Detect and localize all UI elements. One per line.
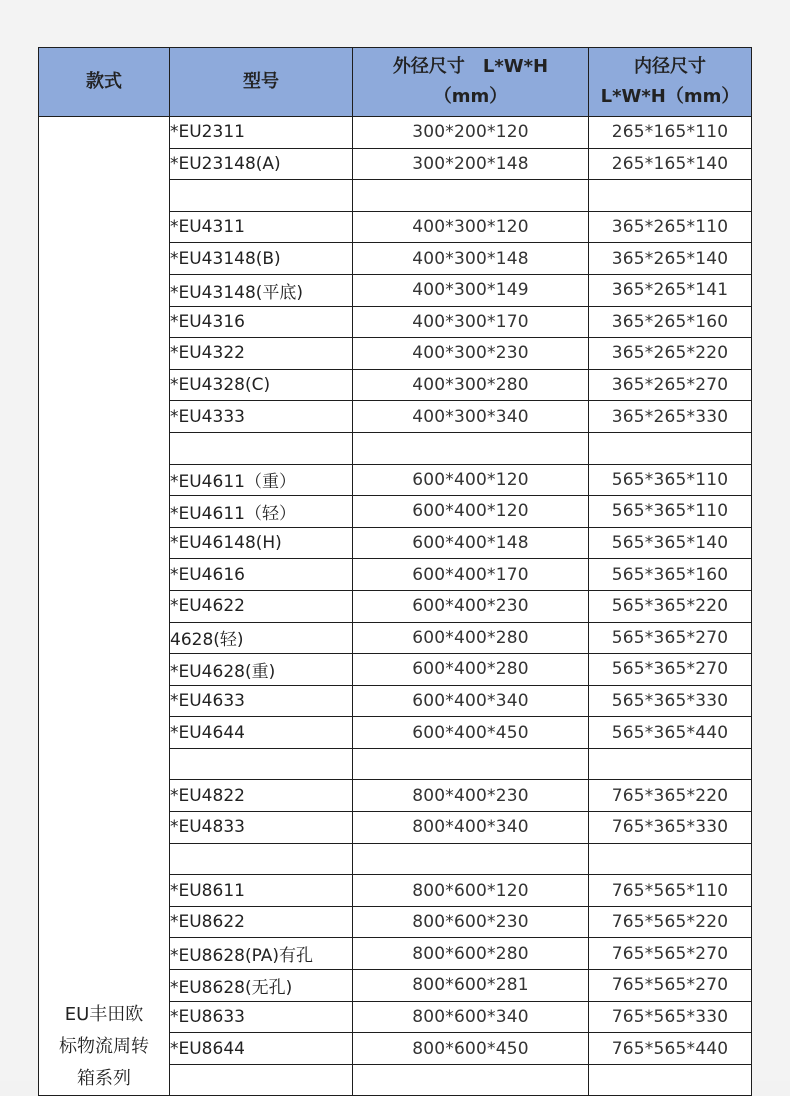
outer-size-cell: 800*600*230 [353, 906, 589, 938]
table-header-row [39, 48, 752, 117]
model-cell: 4628(轻) [170, 622, 353, 654]
outer-size-cell: 600*400*280 [353, 654, 589, 686]
inner-size-cell: 565*365*160 [589, 559, 752, 591]
header-outer-size-line2: （mm） [433, 86, 508, 107]
outer-size-cell: 800*600*120 [353, 875, 589, 907]
inner-size-cell: 765*565*110 [589, 875, 752, 907]
outer-size-cell: 400*300*340 [353, 401, 589, 433]
model-cell: *EU4611（轻） [170, 496, 353, 528]
outer-size-cell: 400*300*120 [353, 211, 589, 243]
inner-size-cell: 565*365*220 [589, 590, 752, 622]
inner-size-cell [589, 748, 752, 780]
inner-size-cell: 765*565*270 [589, 970, 752, 1002]
inner-size-cell: 565*365*140 [589, 527, 752, 559]
model-cell: *EU4328(C) [170, 369, 353, 401]
model-cell: *EU4833 [170, 812, 353, 844]
model-cell: *EU4311 [170, 211, 353, 243]
model-cell: *EU8611 [170, 875, 353, 907]
model-cell: *EU8622 [170, 906, 353, 938]
model-cell [170, 843, 353, 875]
outer-size-cell: 800*600*450 [353, 1033, 589, 1065]
inner-size-cell [589, 843, 752, 875]
inner-size-cell: 765*565*330 [589, 1001, 752, 1033]
model-cell [170, 748, 353, 780]
model-cell: *EU4822 [170, 780, 353, 812]
header-outer-size [353, 48, 589, 117]
inner-size-cell [589, 180, 752, 212]
inner-size-cell: 265*165*110 [589, 117, 752, 149]
inner-size-cell: 765*565*440 [589, 1033, 752, 1065]
inner-size-cell: 265*165*140 [589, 148, 752, 180]
outer-size-cell: 600*400*450 [353, 717, 589, 749]
model-cell [170, 1064, 353, 1096]
outer-size-cell [353, 843, 589, 875]
model-cell: *EU4611（重） [170, 464, 353, 496]
inner-size-cell: 765*365*220 [589, 780, 752, 812]
model-cell: *EU4628(重) [170, 654, 353, 686]
outer-size-cell: 800*600*340 [353, 1001, 589, 1033]
inner-size-cell: 365*265*140 [589, 243, 752, 275]
model-cell: *EU23148(A) [170, 148, 353, 180]
outer-size-cell: 800*600*281 [353, 970, 589, 1002]
outer-size-cell: 400*300*170 [353, 306, 589, 338]
outer-size-cell: 600*400*230 [353, 590, 589, 622]
series-name-cell [39, 117, 170, 1096]
header-inner-size-line1: 内径尺寸 [634, 56, 706, 77]
inner-size-cell [589, 432, 752, 464]
model-cell: *EU43148(B) [170, 243, 353, 275]
outer-size-cell: 600*400*148 [353, 527, 589, 559]
header-model: 型号 [170, 48, 353, 117]
series-name-line1: EU丰田欧 [64, 1004, 144, 1026]
outer-size-cell: 400*300*280 [353, 369, 589, 401]
outer-size-cell: 800*600*280 [353, 938, 589, 970]
table-body [39, 117, 752, 1096]
model-cell: *EU46148(H) [170, 527, 353, 559]
model-cell: *EU8628(无孔) [170, 970, 353, 1002]
outer-size-cell: 400*300*230 [353, 338, 589, 370]
inner-size-cell: 365*265*110 [589, 211, 752, 243]
table-row [39, 117, 752, 149]
outer-size-cell [353, 180, 589, 212]
series-name-line3: 箱系列 [77, 1068, 131, 1090]
model-cell: *EU4616 [170, 559, 353, 591]
outer-size-cell: 600*400*170 [353, 559, 589, 591]
model-cell: *EU8644 [170, 1033, 353, 1065]
model-cell [170, 180, 353, 212]
header-style: 款式 [39, 48, 170, 117]
model-cell: *EU8628(PA)有孔 [170, 938, 353, 970]
inner-size-cell: 765*565*220 [589, 906, 752, 938]
outer-size-cell [353, 1064, 589, 1096]
series-name-line2: 标物流周转 [59, 1036, 149, 1058]
outer-size-cell: 400*300*149 [353, 274, 589, 306]
inner-size-cell: 565*365*440 [589, 717, 752, 749]
model-cell: *EU4644 [170, 717, 353, 749]
inner-size-cell: 365*265*220 [589, 338, 752, 370]
outer-size-cell [353, 432, 589, 464]
inner-size-cell: 565*365*270 [589, 654, 752, 686]
header-inner-size-line2: L*W*H（mm） [600, 86, 740, 107]
inner-size-cell: 765*565*270 [589, 938, 752, 970]
model-cell: *EU4622 [170, 590, 353, 622]
outer-size-cell: 300*200*148 [353, 148, 589, 180]
inner-size-cell: 765*365*330 [589, 812, 752, 844]
inner-size-cell: 365*265*270 [589, 369, 752, 401]
inner-size-cell: 365*265*330 [589, 401, 752, 433]
model-cell: *EU4322 [170, 338, 353, 370]
inner-size-cell: 565*365*270 [589, 622, 752, 654]
inner-size-cell: 365*265*141 [589, 274, 752, 306]
inner-size-cell: 565*365*330 [589, 685, 752, 717]
outer-size-cell: 800*400*340 [353, 812, 589, 844]
outer-size-cell: 600*400*120 [353, 496, 589, 528]
outer-size-cell: 600*400*280 [353, 622, 589, 654]
inner-size-cell [589, 1064, 752, 1096]
header-inner-size [589, 48, 752, 117]
model-cell: *EU8633 [170, 1001, 353, 1033]
inner-size-cell: 565*365*110 [589, 496, 752, 528]
inner-size-cell: 565*365*110 [589, 464, 752, 496]
product-spec-table [38, 47, 752, 1096]
header-outer-size-line1: 外径尺寸 L*W*H [392, 56, 549, 77]
model-cell: *EU4316 [170, 306, 353, 338]
outer-size-cell: 400*300*148 [353, 243, 589, 275]
outer-size-cell: 800*400*230 [353, 780, 589, 812]
outer-size-cell [353, 748, 589, 780]
model-cell [170, 432, 353, 464]
inner-size-cell: 365*265*160 [589, 306, 752, 338]
model-cell: *EU4633 [170, 685, 353, 717]
outer-size-cell: 600*400*340 [353, 685, 589, 717]
outer-size-cell: 600*400*120 [353, 464, 589, 496]
model-cell: *EU4333 [170, 401, 353, 433]
model-cell: *EU2311 [170, 117, 353, 149]
outer-size-cell: 300*200*120 [353, 117, 589, 149]
model-cell: *EU43148(平底) [170, 274, 353, 306]
